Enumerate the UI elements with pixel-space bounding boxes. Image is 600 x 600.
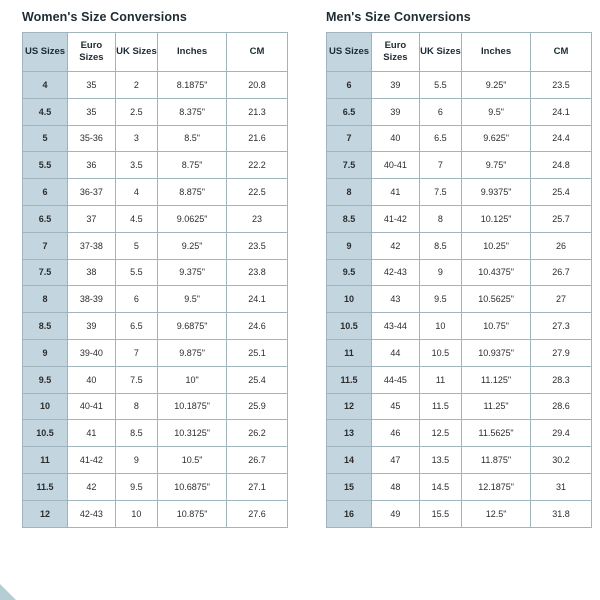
table-row [23, 366, 288, 393]
cell-inches: 10.6875" [158, 473, 227, 500]
cell-euro: 43 [372, 286, 420, 313]
cell-euro: 42 [68, 473, 116, 500]
table-row [23, 232, 288, 259]
cell-cm: 30.2 [531, 447, 592, 474]
cell-uk: 9.5 [115, 473, 157, 500]
cell-cm: 26.7 [531, 259, 592, 286]
cell-cm: 24.4 [531, 125, 592, 152]
cell-us: 11 [327, 339, 372, 366]
table-row [327, 125, 592, 152]
cell-uk: 8 [115, 393, 157, 420]
cell-uk: 6.5 [419, 125, 461, 152]
cell-uk: 12.5 [419, 420, 461, 447]
cell-uk: 7 [419, 152, 461, 179]
table-row [23, 72, 288, 99]
cell-us: 4 [23, 72, 68, 99]
cell-us: 10 [23, 393, 68, 420]
cell-inches: 9.875" [158, 339, 227, 366]
cell-cm: 21.6 [227, 125, 288, 152]
column-header-euro: Euro Sizes [68, 33, 116, 72]
cell-us: 6.5 [327, 98, 372, 125]
cell-us: 7.5 [23, 259, 68, 286]
table-row [327, 366, 592, 393]
cell-inches: 8.375" [158, 98, 227, 125]
cell-us: 5.5 [23, 152, 68, 179]
cell-uk: 10 [419, 313, 461, 340]
cell-euro: 47 [372, 447, 420, 474]
cell-cm: 23.5 [531, 72, 592, 99]
cell-us: 11.5 [327, 366, 372, 393]
cell-us: 10.5 [23, 420, 68, 447]
table-row [23, 286, 288, 313]
cell-euro: 42-43 [372, 259, 420, 286]
cell-euro: 48 [372, 473, 420, 500]
cell-uk: 9 [115, 447, 157, 474]
cell-inches: 9.9375" [462, 179, 531, 206]
column-header-inches: Inches [158, 33, 227, 72]
cell-euro: 46 [372, 420, 420, 447]
cell-inches: 10.75" [462, 313, 531, 340]
cell-us: 7 [327, 125, 372, 152]
cell-cm: 31.8 [531, 500, 592, 527]
cell-us: 6 [327, 72, 372, 99]
cell-inches: 11.875" [462, 447, 531, 474]
cell-cm: 23.5 [227, 232, 288, 259]
cell-inches: 9.75" [462, 152, 531, 179]
cell-uk: 2 [115, 72, 157, 99]
cell-inches: 8.5" [158, 125, 227, 152]
table-row [23, 205, 288, 232]
cell-euro: 39 [372, 72, 420, 99]
cell-us: 4.5 [23, 98, 68, 125]
cell-cm: 25.1 [227, 339, 288, 366]
table-row [23, 98, 288, 125]
cell-inches: 11.125" [462, 366, 531, 393]
table-row [23, 420, 288, 447]
cell-cm: 27.9 [531, 339, 592, 366]
cell-us: 9.5 [327, 259, 372, 286]
column-header-us: US Sizes [23, 33, 68, 72]
cell-uk: 7 [115, 339, 157, 366]
column-header-uk: UK Sizes [419, 33, 461, 72]
womens-size-table [22, 32, 288, 528]
table-row [327, 447, 592, 474]
cell-euro: 41-42 [68, 447, 116, 474]
cell-cm: 27.3 [531, 313, 592, 340]
table-row [327, 473, 592, 500]
table-row [23, 125, 288, 152]
cell-cm: 25.4 [227, 366, 288, 393]
cell-inches: 10.5625" [462, 286, 531, 313]
cell-inches: 12.5" [462, 500, 531, 527]
cell-euro: 36 [68, 152, 116, 179]
table-row [23, 500, 288, 527]
cell-uk: 15.5 [419, 500, 461, 527]
cell-cm: 25.7 [531, 205, 592, 232]
cell-us: 8.5 [23, 313, 68, 340]
table-row [327, 339, 592, 366]
cell-inches: 11.5625" [462, 420, 531, 447]
womens-size-table-block [8, 10, 288, 600]
column-header-inches: Inches [462, 33, 531, 72]
cell-cm: 27 [531, 286, 592, 313]
cell-euro: 41 [68, 420, 116, 447]
cell-uk: 8.5 [419, 232, 461, 259]
cell-cm: 29.4 [531, 420, 592, 447]
table-row [327, 152, 592, 179]
cell-inches: 8.1875" [158, 72, 227, 99]
cell-cm: 27.1 [227, 473, 288, 500]
cell-inches: 9.5" [462, 98, 531, 125]
mens-table-body [327, 72, 592, 528]
table-row [327, 393, 592, 420]
cell-cm: 20.8 [227, 72, 288, 99]
cell-euro: 41-42 [372, 205, 420, 232]
cell-cm: 31 [531, 473, 592, 500]
cell-uk: 3 [115, 125, 157, 152]
mens-table-title: Men's Size Conversions [326, 10, 471, 24]
cell-uk: 11 [419, 366, 461, 393]
cell-euro: 37-38 [68, 232, 116, 259]
column-header-us: US Sizes [327, 33, 372, 72]
cell-euro: 35-36 [68, 125, 116, 152]
cell-uk: 4.5 [115, 205, 157, 232]
cell-us: 14 [327, 447, 372, 474]
cell-inches: 8.75" [158, 152, 227, 179]
cell-cm: 25.9 [227, 393, 288, 420]
table-row [327, 72, 592, 99]
cell-us: 5 [23, 125, 68, 152]
cell-uk: 5 [115, 232, 157, 259]
table-row [23, 179, 288, 206]
cell-inches: 8.875" [158, 179, 227, 206]
cell-euro: 41 [372, 179, 420, 206]
cell-uk: 11.5 [419, 393, 461, 420]
cell-euro: 39 [372, 98, 420, 125]
cell-euro: 42-43 [68, 500, 116, 527]
table-row [23, 313, 288, 340]
cell-cm: 25.4 [531, 179, 592, 206]
column-header-euro: Euro Sizes [372, 33, 420, 72]
cell-uk: 4 [115, 179, 157, 206]
cell-us: 10.5 [327, 313, 372, 340]
cell-inches: 9.25" [462, 72, 531, 99]
mens-table-header [327, 33, 592, 72]
table-row [327, 286, 592, 313]
table-row [327, 500, 592, 527]
cell-us: 8 [327, 179, 372, 206]
cell-cm: 24.1 [531, 98, 592, 125]
cell-cm: 28.3 [531, 366, 592, 393]
cell-us: 11.5 [23, 473, 68, 500]
cell-inches: 11.25" [462, 393, 531, 420]
table-row [23, 447, 288, 474]
cell-uk: 8 [419, 205, 461, 232]
table-row [327, 313, 592, 340]
cell-uk: 10 [115, 500, 157, 527]
cell-cm: 24.6 [227, 313, 288, 340]
cell-us: 9.5 [23, 366, 68, 393]
cell-inches: 10" [158, 366, 227, 393]
table-row [327, 232, 592, 259]
mens-size-table [326, 32, 592, 528]
cell-inches: 10.25" [462, 232, 531, 259]
cell-cm: 27.6 [227, 500, 288, 527]
table-row [23, 393, 288, 420]
column-header-cm: CM [531, 33, 592, 72]
cell-us: 9 [327, 232, 372, 259]
cell-us: 6.5 [23, 205, 68, 232]
cell-inches: 9.5" [158, 286, 227, 313]
cell-euro: 35 [68, 72, 116, 99]
cell-cm: 24.1 [227, 286, 288, 313]
cell-inches: 9.6875" [158, 313, 227, 340]
cell-us: 11 [23, 447, 68, 474]
cell-inches: 10.4375" [462, 259, 531, 286]
cell-inches: 12.1875" [462, 473, 531, 500]
cell-uk: 7.5 [419, 179, 461, 206]
womens-table-header [23, 33, 288, 72]
cell-inches: 10.875" [158, 500, 227, 527]
table-row [327, 259, 592, 286]
cell-uk: 9 [419, 259, 461, 286]
column-header-uk: UK Sizes [115, 33, 157, 72]
cell-uk: 5.5 [419, 72, 461, 99]
table-row [327, 420, 592, 447]
cell-inches: 10.125" [462, 205, 531, 232]
cell-us: 8 [23, 286, 68, 313]
table-header-row [23, 33, 288, 72]
cell-euro: 39 [68, 313, 116, 340]
cell-euro: 44-45 [372, 366, 420, 393]
cell-euro: 36-37 [68, 179, 116, 206]
cell-uk: 7.5 [115, 366, 157, 393]
cell-inches: 9.25" [158, 232, 227, 259]
cell-uk: 6 [419, 98, 461, 125]
cell-inches: 10.5" [158, 447, 227, 474]
cell-euro: 38-39 [68, 286, 116, 313]
column-header-cm: CM [227, 33, 288, 72]
cell-us: 12 [23, 500, 68, 527]
cell-cm: 21.3 [227, 98, 288, 125]
cell-inches: 9.375" [158, 259, 227, 286]
cell-us: 8.5 [327, 205, 372, 232]
cell-uk: 8.5 [115, 420, 157, 447]
cell-uk: 6 [115, 286, 157, 313]
cell-euro: 38 [68, 259, 116, 286]
cell-euro: 40 [372, 125, 420, 152]
cell-inches: 10.9375" [462, 339, 531, 366]
womens-table-body [23, 72, 288, 528]
table-row [23, 259, 288, 286]
cell-uk: 13.5 [419, 447, 461, 474]
table-row [327, 98, 592, 125]
cell-cm: 28.6 [531, 393, 592, 420]
cell-us: 15 [327, 473, 372, 500]
table-row [327, 205, 592, 232]
cell-us: 13 [327, 420, 372, 447]
cell-euro: 35 [68, 98, 116, 125]
cell-us: 7.5 [327, 152, 372, 179]
cell-cm: 23 [227, 205, 288, 232]
cell-euro: 43-44 [372, 313, 420, 340]
table-row [23, 473, 288, 500]
cell-uk: 9.5 [419, 286, 461, 313]
cell-us: 12 [327, 393, 372, 420]
cell-euro: 42 [372, 232, 420, 259]
cell-euro: 40-41 [372, 152, 420, 179]
cell-uk: 2.5 [115, 98, 157, 125]
cell-euro: 44 [372, 339, 420, 366]
cell-euro: 37 [68, 205, 116, 232]
cell-us: 7 [23, 232, 68, 259]
cell-inches: 10.3125" [158, 420, 227, 447]
cell-cm: 24.8 [531, 152, 592, 179]
cell-inches: 9.625" [462, 125, 531, 152]
cell-cm: 26.7 [227, 447, 288, 474]
cell-euro: 49 [372, 500, 420, 527]
cell-uk: 14.5 [419, 473, 461, 500]
cell-inches: 9.0625" [158, 205, 227, 232]
cell-uk: 3.5 [115, 152, 157, 179]
table-header-row [327, 33, 592, 72]
corner-accent-decoration [0, 584, 16, 600]
cell-cm: 22.2 [227, 152, 288, 179]
cell-uk: 6.5 [115, 313, 157, 340]
cell-euro: 40 [68, 366, 116, 393]
cell-euro: 39-40 [68, 339, 116, 366]
cell-us: 16 [327, 500, 372, 527]
table-row [23, 339, 288, 366]
cell-inches: 10.1875" [158, 393, 227, 420]
mens-size-table-block [312, 10, 592, 600]
cell-uk: 5.5 [115, 259, 157, 286]
cell-euro: 40-41 [68, 393, 116, 420]
cell-cm: 26 [531, 232, 592, 259]
cell-us: 9 [23, 339, 68, 366]
womens-table-title: Women's Size Conversions [22, 10, 187, 24]
cell-cm: 22.5 [227, 179, 288, 206]
table-row [23, 152, 288, 179]
cell-cm: 26.2 [227, 420, 288, 447]
cell-us: 6 [23, 179, 68, 206]
cell-euro: 45 [372, 393, 420, 420]
cell-uk: 10.5 [419, 339, 461, 366]
cell-us: 10 [327, 286, 372, 313]
cell-cm: 23.8 [227, 259, 288, 286]
table-row [327, 179, 592, 206]
